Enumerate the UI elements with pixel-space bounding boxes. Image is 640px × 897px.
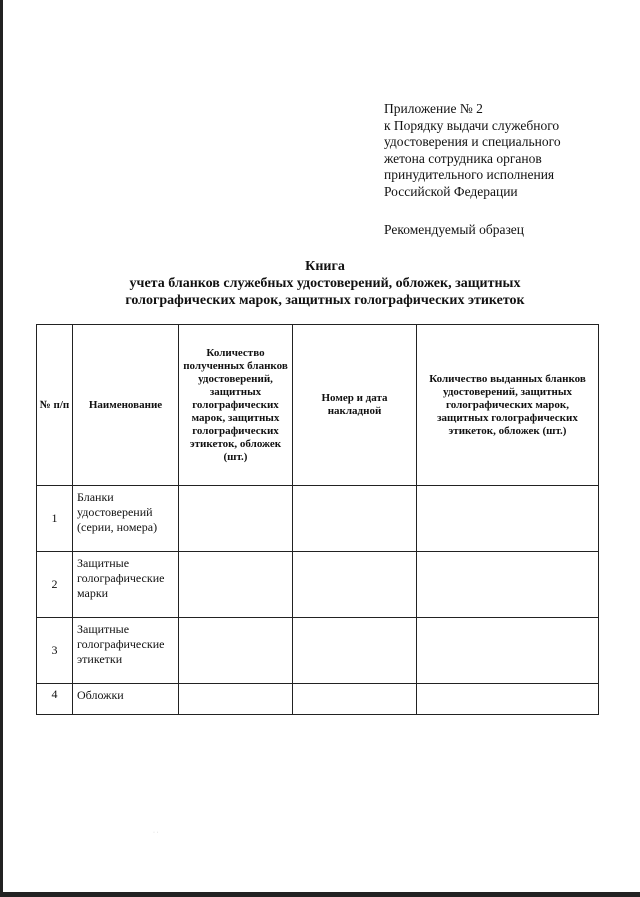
- ledger-table: [36, 324, 599, 715]
- document-title: [90, 258, 560, 309]
- empty-cell: [293, 618, 417, 684]
- table-row: [37, 618, 599, 684]
- appendix-block: [384, 101, 624, 200]
- appendix-line: к Порядку выдачи служебного: [384, 117, 560, 133]
- header-cell: [37, 325, 73, 486]
- empty-cell: [417, 684, 599, 715]
- header-cell: [179, 325, 293, 486]
- header-cell: [417, 325, 599, 486]
- scan-bottom-edge: [0, 892, 640, 897]
- row-name: Бланки удостоверений (серии, номера): [73, 486, 179, 552]
- title-line: голографических марок, защитных голографических этикеток: [125, 293, 525, 308]
- row-number: 4: [37, 684, 73, 715]
- row-number: 2: [37, 552, 73, 618]
- empty-cell: [293, 486, 417, 552]
- scan-artifact: · ·: [153, 830, 159, 836]
- header-name: Наименование: [88, 398, 163, 411]
- appendix-line: удостоверения и специального: [384, 134, 561, 149]
- header-invoice: Номер и дата накладной: [321, 392, 388, 417]
- table-header-row: [37, 325, 599, 486]
- appendix-line: жетона сотрудника органов: [384, 150, 542, 166]
- appendix-line: Российской Федерации: [384, 183, 518, 199]
- header-issued-qty: Количество выданных бланков удостоверений, защитных голографических марок, защитных голографических этикеток, обложек (шт.): [429, 372, 586, 437]
- row-name: Защитные голографические марки: [73, 552, 179, 618]
- header-cell: [293, 325, 417, 486]
- empty-cell: [417, 486, 599, 552]
- appendix-line: принудительного исполнения: [384, 167, 555, 182]
- header-number: № п/п: [39, 398, 70, 411]
- row-name: Защитные голографические этикетки: [73, 618, 179, 684]
- sample-note: Рекомендуемый образец: [384, 222, 525, 237]
- empty-cell: [417, 618, 599, 684]
- empty-cell: [179, 486, 293, 552]
- empty-cell: [417, 552, 599, 618]
- row-number: 1: [37, 486, 73, 552]
- header-cell: [73, 325, 179, 486]
- table-row: [37, 684, 599, 715]
- empty-cell: [179, 552, 293, 618]
- row-number: 3: [37, 618, 73, 684]
- empty-cell: [293, 684, 417, 715]
- title-line: учета бланков служебных удостоверений, обложек, защитных: [129, 276, 521, 291]
- scan-left-edge: [0, 0, 3, 897]
- title-line: Книга: [305, 259, 345, 274]
- appendix-line: Приложение № 2: [384, 101, 483, 116]
- empty-cell: [179, 684, 293, 715]
- empty-cell: [179, 618, 293, 684]
- table-row: [37, 486, 599, 552]
- empty-cell: [293, 552, 417, 618]
- row-name: Обложки: [73, 684, 179, 715]
- table-row: [37, 552, 599, 618]
- header-received-qty: Количество полученных бланков удостоверений, защитных голографических марок, защитных голографических этикеток, обложек (шт.): [183, 346, 288, 463]
